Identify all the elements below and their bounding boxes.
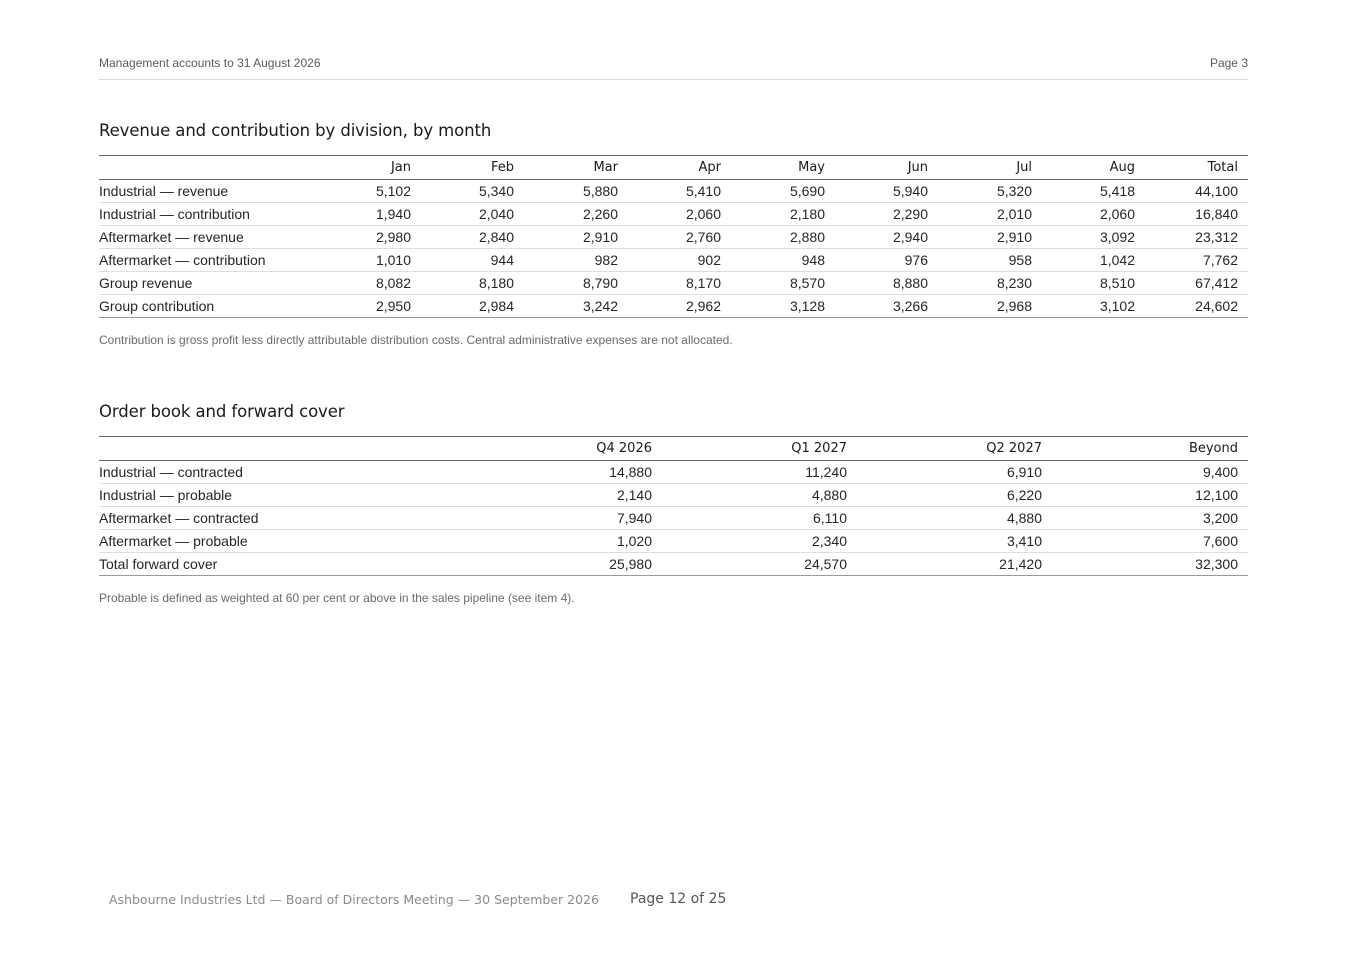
table-cell: 6,220 <box>857 484 1052 507</box>
table-cell: 3,092 <box>1042 226 1145 249</box>
table-row <box>99 461 1248 484</box>
table-cell: 2,040 <box>421 203 524 226</box>
row-label: Group revenue <box>99 272 315 295</box>
table-cell: 32,300 <box>1052 553 1248 576</box>
column-header: Beyond <box>1052 437 1248 461</box>
table-cell: 902 <box>628 249 731 272</box>
orderbook-table-body <box>99 461 1248 576</box>
table-cell: 24,570 <box>662 553 857 576</box>
column-header: Aug <box>1042 156 1145 180</box>
table-cell: 5,410 <box>628 180 731 203</box>
table-cell: 2,140 <box>467 484 662 507</box>
column-header: Q2 2027 <box>857 437 1052 461</box>
orderbook-note: Probable is defined as weighted at 60 per cent or above in the sales pipeline (see item 4). <box>99 591 575 605</box>
table-cell: 2,968 <box>938 295 1042 318</box>
running-header-title: Management accounts to 31 August 2026 <box>99 56 321 70</box>
table-cell: 9,400 <box>1052 461 1248 484</box>
table-cell: 8,510 <box>1042 272 1145 295</box>
table-cell: 2,840 <box>421 226 524 249</box>
table-cell: 3,102 <box>1042 295 1145 318</box>
table-row <box>99 530 1248 553</box>
running-header-page: Page 3 <box>1209 56 1248 70</box>
column-header: Apr <box>628 156 731 180</box>
table-cell: 5,690 <box>731 180 835 203</box>
table-cell: 5,418 <box>1042 180 1145 203</box>
table-cell: 2,060 <box>628 203 731 226</box>
row-label: Aftermarket — revenue <box>99 226 315 249</box>
table-cell: 12,100 <box>1052 484 1248 507</box>
row-label: Aftermarket — contribution <box>99 249 315 272</box>
orderbook-section-title: Order book and forward cover <box>99 402 345 421</box>
table-cell: 2,060 <box>1042 203 1145 226</box>
table-cell: 3,242 <box>524 295 628 318</box>
table-cell: 23,312 <box>1145 226 1248 249</box>
table-cell: 14,880 <box>467 461 662 484</box>
row-label: Aftermarket — probable <box>99 530 467 553</box>
table-cell: 2,962 <box>628 295 731 318</box>
table-cell: 7,762 <box>1145 249 1248 272</box>
table-cell: 976 <box>835 249 938 272</box>
revenue-table <box>99 155 1248 318</box>
table-cell: 2,910 <box>938 226 1042 249</box>
table-cell: 8,790 <box>524 272 628 295</box>
table-cell: 6,910 <box>857 461 1052 484</box>
table-cell: 2,760 <box>628 226 731 249</box>
table-cell: 2,910 <box>524 226 628 249</box>
table-cell: 8,082 <box>315 272 421 295</box>
orderbook-table <box>99 436 1248 576</box>
table-row <box>99 203 1248 226</box>
footer-meeting-info: Ashbourne Industries Ltd — Board of Directors Meeting — 30 September 2026 <box>109 892 599 907</box>
row-label: Industrial — revenue <box>99 180 315 203</box>
table-cell: 16,840 <box>1145 203 1248 226</box>
table-cell: 3,128 <box>731 295 835 318</box>
table-cell: 5,880 <box>524 180 628 203</box>
table-cell: 8,880 <box>835 272 938 295</box>
running-header <box>99 55 1248 80</box>
row-label: Group contribution <box>99 295 315 318</box>
table-row <box>99 272 1248 295</box>
table-cell: 3,410 <box>857 530 1052 553</box>
table-row <box>99 295 1248 318</box>
table-cell: 67,412 <box>1145 272 1248 295</box>
table-cell: 2,260 <box>524 203 628 226</box>
orderbook-header-blank <box>99 437 467 461</box>
revenue-section-title: Revenue and contribution by division, by month <box>99 121 492 140</box>
table-cell: 2,340 <box>662 530 857 553</box>
column-header: Mar <box>524 156 628 180</box>
table-cell: 982 <box>524 249 628 272</box>
table-cell: 7,600 <box>1052 530 1248 553</box>
table-cell: 2,880 <box>731 226 835 249</box>
table-cell: 24,602 <box>1145 295 1248 318</box>
table-row <box>99 180 1248 203</box>
table-cell: 2,980 <box>315 226 421 249</box>
table-cell: 944 <box>421 249 524 272</box>
revenue-note: Contribution is gross profit less directly attributable distribution costs. Central administrative expenses are not allocated. <box>99 333 733 347</box>
table-cell: 21,420 <box>857 553 1052 576</box>
table-cell: 2,010 <box>938 203 1042 226</box>
column-header: Jan <box>315 156 421 180</box>
table-cell: 8,170 <box>628 272 731 295</box>
table-cell: 5,340 <box>421 180 524 203</box>
table-cell: 3,266 <box>835 295 938 318</box>
revenue-header-blank <box>99 156 315 180</box>
column-header: Total <box>1145 156 1248 180</box>
table-cell: 958 <box>938 249 1042 272</box>
row-label: Aftermarket — contracted <box>99 507 467 530</box>
table-cell: 948 <box>731 249 835 272</box>
table-cell: 2,984 <box>421 295 524 318</box>
table-cell: 1,020 <box>467 530 662 553</box>
orderbook-header-row <box>99 437 1248 461</box>
row-label: Industrial — contracted <box>99 461 467 484</box>
column-header: May <box>731 156 835 180</box>
table-cell: 3,200 <box>1052 507 1248 530</box>
table-cell: 4,880 <box>662 484 857 507</box>
table-cell: 5,320 <box>938 180 1042 203</box>
table-cell: 1,940 <box>315 203 421 226</box>
column-header: Feb <box>421 156 524 180</box>
table-cell: 25,980 <box>467 553 662 576</box>
table-cell: 1,042 <box>1042 249 1145 272</box>
table-row <box>99 249 1248 272</box>
column-header: Q1 2027 <box>662 437 857 461</box>
table-row <box>99 226 1248 249</box>
revenue-table-body <box>99 180 1248 318</box>
column-header: Q4 2026 <box>467 437 662 461</box>
table-row <box>99 507 1248 530</box>
table-cell: 4,880 <box>857 507 1052 530</box>
table-cell: 2,950 <box>315 295 421 318</box>
table-row <box>99 484 1248 507</box>
table-cell: 8,230 <box>938 272 1042 295</box>
revenue-header-row <box>99 156 1248 180</box>
table-cell: 44,100 <box>1145 180 1248 203</box>
table-cell: 11,240 <box>662 461 857 484</box>
row-label: Total forward cover <box>99 553 467 576</box>
table-cell: 8,570 <box>731 272 835 295</box>
table-cell: 2,290 <box>835 203 938 226</box>
row-label: Industrial — contribution <box>99 203 315 226</box>
footer-page-number: Page 12 of 25 <box>630 891 727 907</box>
column-header: Jul <box>938 156 1042 180</box>
table-cell: 5,102 <box>315 180 421 203</box>
table-cell: 1,010 <box>315 249 421 272</box>
column-header: Jun <box>835 156 938 180</box>
table-cell: 5,940 <box>835 180 938 203</box>
table-row <box>99 553 1248 576</box>
table-cell: 6,110 <box>662 507 857 530</box>
table-cell: 2,940 <box>835 226 938 249</box>
row-label: Industrial — probable <box>99 484 467 507</box>
table-cell: 8,180 <box>421 272 524 295</box>
table-cell: 2,180 <box>731 203 835 226</box>
table-cell: 7,940 <box>467 507 662 530</box>
